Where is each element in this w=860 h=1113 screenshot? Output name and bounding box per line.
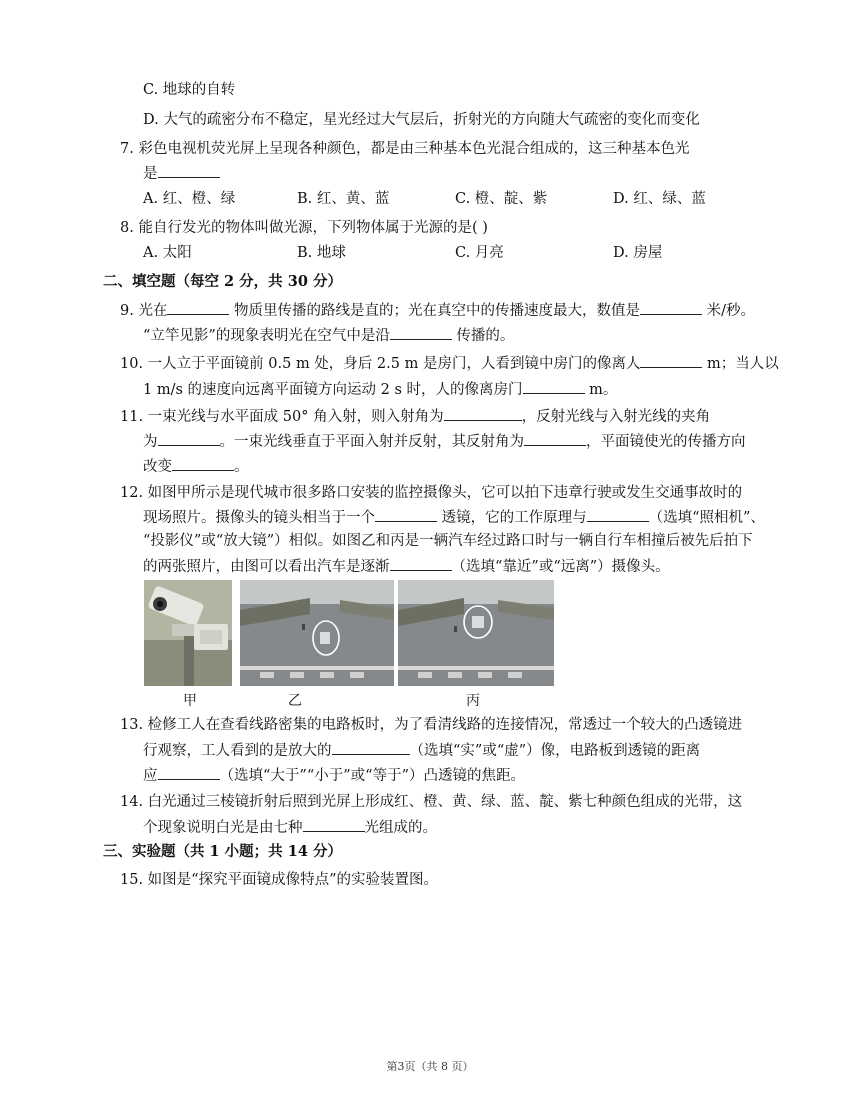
q12-text: 现场照片。摄像头的镜头相当于一个 bbox=[143, 510, 375, 526]
answer-blank bbox=[158, 163, 220, 178]
answer-blank bbox=[640, 353, 702, 368]
q13-line1: 13. 检修工人在查看线路密集的电路板时，为了看清线路的连接情况，常透过一个较大的凸透镜进 bbox=[120, 717, 743, 733]
answer-blank bbox=[390, 556, 452, 571]
caption-bing: 丙 bbox=[466, 693, 480, 709]
q14-text: 个现象说明白光是由七种 bbox=[143, 820, 303, 836]
q13-line2 bbox=[143, 740, 700, 761]
q13-text: 应 bbox=[143, 768, 158, 784]
q9-text: “立竿见影”的现象表明光在空气中是沿 bbox=[143, 328, 390, 344]
q14-line1: 14. 白光通过三棱镜折射后照到光屏上形成红、橙、黄、绿、蓝、靛、紫七种颜色组成的光带，这 bbox=[120, 794, 743, 810]
road-photo-bing bbox=[398, 580, 554, 686]
answer-blank bbox=[303, 817, 365, 832]
q10-line1 bbox=[120, 353, 779, 374]
q10-text: 1 m/s 的速度向远离平面镜方向运动 2 s 时，人的像离房门 bbox=[143, 382, 523, 398]
q8-option-d: D. 房屋 bbox=[613, 245, 663, 261]
q15-stem: 15. 如图是“探究平面镜成像特点”的实验装置图。 bbox=[120, 872, 438, 888]
q7-stem-text: 是 bbox=[143, 166, 158, 182]
answer-blank bbox=[523, 379, 585, 394]
q7-stem-line2 bbox=[143, 163, 220, 184]
q11-text: ，平面镜使光的传播方向 bbox=[586, 434, 746, 450]
answer-blank bbox=[332, 740, 410, 755]
q12-text: 的两张照片，由图可以看出汽车是逐渐 bbox=[143, 559, 390, 575]
q12-line2 bbox=[143, 507, 765, 528]
q11-text: ，反射光线与入射光线的夹角 bbox=[521, 409, 711, 425]
q7-option-a: A. 红、橙、绿 bbox=[143, 191, 236, 207]
q8-stem: 8. 能自行发光的物体叫做光源，下列物体属于光源的是( ) bbox=[120, 220, 488, 236]
q7-option-c: C. 橙、靛、紫 bbox=[455, 191, 548, 207]
q10-text: m；当人以 bbox=[702, 356, 779, 372]
caption-yi: 乙 bbox=[288, 693, 302, 709]
answer-blank bbox=[172, 456, 234, 471]
q13-text: （选填“大于”“小于”或“等于”）凸透镜的焦距。 bbox=[219, 768, 525, 784]
q13-line3 bbox=[143, 765, 525, 786]
intersection-scene-illustration bbox=[240, 580, 394, 686]
q11-text: 。一束光线垂直于平面入射并反射，其反射角为 bbox=[219, 434, 524, 450]
q6-option-d: D. 大气的疏密分布不稳定，星光经过大气层后，折射光的方向随大气疏密的变化而变化 bbox=[143, 112, 700, 128]
q11-line3 bbox=[143, 456, 249, 477]
q14-text: 光组成的。 bbox=[364, 820, 437, 836]
section-3-heading: 三、实验题（共 1 小题；共 14 分） bbox=[103, 843, 342, 860]
q8-option-b: B. 地球 bbox=[297, 245, 346, 261]
q11-text: 改变 bbox=[143, 459, 172, 475]
q10-text: 10. 一人立于平面镜前 0.5 m 处，身后 2.5 m 是房门，人看到镜中房门的像离人 bbox=[120, 356, 641, 372]
section-2-heading: 二、填空题（每空 2 分，共 30 分） bbox=[103, 273, 342, 290]
q8-option-a: A. 太阳 bbox=[143, 245, 192, 261]
q8-option-c: C. 月亮 bbox=[455, 245, 504, 261]
caption-jia: 甲 bbox=[183, 693, 197, 709]
page-footer: 第3页（共 8 页） bbox=[386, 1060, 474, 1073]
answer-blank bbox=[587, 507, 649, 522]
q12-line1: 12. 如图甲所示是现代城市很多路口安装的监控摄像头，它可以拍下违章行驶或发生交通事故时的 bbox=[120, 485, 743, 501]
answer-blank bbox=[444, 406, 522, 421]
q10-text: m。 bbox=[584, 382, 618, 398]
q6-option-c: C. 地球的自转 bbox=[143, 82, 236, 98]
q9-text: 米/秒。 bbox=[702, 303, 756, 319]
security-camera-illustration bbox=[144, 580, 232, 686]
q11-text: 为 bbox=[143, 434, 158, 450]
q12-line4 bbox=[143, 556, 670, 577]
q12-text: （选填“靠近”或“远离”）摄像头。 bbox=[451, 559, 670, 575]
q14-line2 bbox=[143, 817, 437, 838]
q11-line2 bbox=[143, 431, 746, 452]
intersection-scene-illustration bbox=[398, 580, 554, 686]
q9-line2 bbox=[143, 325, 514, 346]
q12-line3: “投影仪”或“放大镜”）相似。如图乙和丙是一辆汽车经过路口时与一辆自行车相撞后被先后拍下 bbox=[143, 533, 753, 549]
q12-text: 透镜，它的工作原理与 bbox=[437, 510, 587, 526]
q7-option-d: D. 红、绿、蓝 bbox=[613, 191, 706, 207]
road-photo-yi bbox=[240, 580, 394, 686]
answer-blank bbox=[524, 431, 586, 446]
q9-text: 物质里传播的路线是直的；光在真空中的传播速度最大，数值是 bbox=[229, 303, 641, 319]
q9-text: 9. 光在 bbox=[120, 303, 168, 319]
q11-text: 11. 一束光线与水平面成 50° 角入射，则入射角为 bbox=[120, 409, 444, 425]
q11-text: 。 bbox=[234, 459, 249, 475]
q7-stem: 7. 彩色电视机荧光屏上呈现各种颜色，都是由三种基本色光混合组成的，这三种基本色光 bbox=[120, 141, 690, 157]
answer-blank bbox=[167, 300, 229, 315]
q9-line1 bbox=[120, 300, 755, 321]
answer-blank bbox=[390, 325, 452, 340]
answer-blank bbox=[375, 507, 437, 522]
q11-line1 bbox=[120, 406, 710, 427]
answer-blank bbox=[158, 431, 220, 446]
q10-line2 bbox=[143, 379, 617, 400]
answer-blank bbox=[158, 765, 220, 780]
q12-text: （选填“照相机”、 bbox=[648, 510, 765, 526]
q9-text: 传播的。 bbox=[451, 328, 515, 344]
q13-text: 行观察，工人看到的是放大的 bbox=[143, 743, 332, 759]
camera-photo bbox=[144, 580, 232, 686]
answer-blank bbox=[640, 300, 702, 315]
q13-text: （选填“实”或“虚”）像，电路板到透镜的距离 bbox=[409, 743, 701, 759]
q7-option-b: B. 红、黄、蓝 bbox=[297, 191, 390, 207]
